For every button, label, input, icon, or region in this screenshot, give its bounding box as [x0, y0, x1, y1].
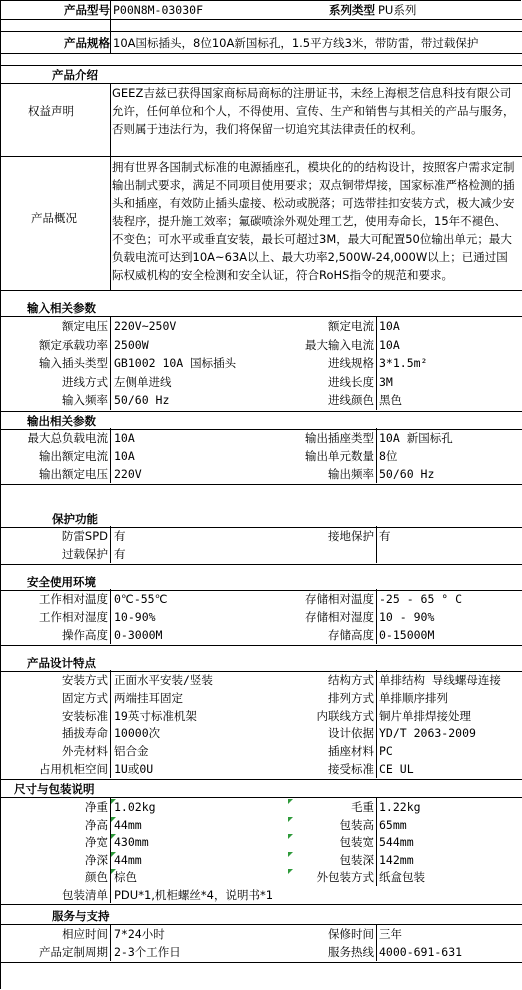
output-end-rule: [0, 484, 522, 485]
pack-value: 44mm: [114, 817, 142, 832]
service-label: 保修时间: [328, 927, 374, 941]
output-title: 输出相关参数: [27, 414, 96, 428]
env-value: 0℃-55℃: [114, 592, 168, 606]
protect-value: 有: [379, 529, 391, 543]
pack-value: 65mm: [379, 817, 407, 832]
pack-value: 棕色: [114, 870, 137, 884]
design-value: 铝合金: [114, 744, 149, 759]
service-value: 4000-691-631: [379, 945, 463, 959]
env-value: 0-15000M: [379, 628, 435, 642]
overview-text: 拥有世界各国制式标准的电源插座孔，模块化的的结构设计，按照客户需求定制输出制式要求，满足不同项目使用要求；双点铜带焊接，国家标准严格检测的插头和插座，有效防止插头虚接、松动或脱落；可选带挂扣安装方式，极大减少安装程序，提升施工效率；氟碳喷涂外观处理工艺，使用寿命长，15年不褪色、不变色；可水平或垂直安装，最长可超过3M，最大可配置50位输出单元；最大负载电流可达到10A~63A以上、最大功率2,500W-24,000W以上；已通过国际权威机构的安全检测和安全认证，符合RoHS指令的规范和要求。: [112, 160, 515, 282]
protect-label: 防雷SPD: [61, 529, 108, 543]
design-label: 插拔寿命: [62, 726, 108, 741]
output-value: 220V: [114, 467, 142, 481]
cell-note-marker: [288, 834, 293, 839]
pack-value: 纸盒包装: [379, 870, 425, 884]
cell-note-marker: [111, 869, 116, 874]
input-label: 输入频率: [62, 393, 108, 407]
design-value: 单排结构 导线螺母连接: [379, 673, 501, 687]
cell-note-marker: [111, 799, 116, 804]
series-label: 系列类型: [329, 3, 375, 17]
input-value: 黑色: [379, 393, 402, 407]
env-value: 10-90%: [114, 610, 156, 624]
design-value: YD/T 2063-2009: [379, 726, 476, 741]
service-label: 服务热线: [328, 945, 374, 959]
env-col-rule: [110, 589, 111, 644]
output-value: 8位: [379, 449, 398, 463]
rights-text: GEEZ吉兹已获得国家商标局商标的注册证书，未经上海根芝信息科技有限公司允许，任何单位和个人，不得使用、宣传、生产和销售与其相关的产品与服务，否则属于违法行为，我们将保留一切追究其法律责任的权利。: [112, 86, 515, 136]
input-value: 10A: [379, 337, 400, 352]
pack-list-value: PDU*1,机柜螺丝*4，说明书*1: [114, 887, 274, 902]
intro-title: 产品介绍: [52, 68, 98, 82]
output-value: 10A: [114, 449, 135, 463]
service-label: 产品定制周期: [39, 945, 108, 959]
env-label: 存储高度: [328, 628, 374, 642]
env-label: 存储相对温度: [305, 592, 374, 606]
input-label: 进线方式: [62, 374, 108, 389]
pack-label: 净重: [85, 800, 108, 814]
pack-value: 430mm: [114, 835, 149, 849]
output-value: 10A 新国标孔: [379, 431, 453, 445]
design-label: 占用机柜空间: [39, 762, 108, 776]
env-value: -25 - 65 ° C: [379, 592, 463, 606]
input-label: 进线长度: [328, 374, 374, 389]
cell-note-marker: [288, 817, 293, 822]
design-label: 安装方式: [62, 673, 108, 687]
design-value: 10000次: [114, 726, 161, 741]
output-label: 输出频率: [328, 467, 374, 481]
env-label: 工作相对湿度: [39, 610, 108, 624]
service-value: 7*24小时: [114, 927, 165, 941]
design-value: 单排顺序排列: [379, 690, 448, 705]
pack-value: 44mm: [114, 852, 142, 867]
service-col-rule: [110, 924, 111, 961]
env-value: 0-3000M: [114, 628, 163, 642]
input-label: 额定电流: [328, 319, 374, 333]
design-value: PC: [379, 744, 393, 759]
output-label: 最大总负载电流: [27, 431, 108, 445]
input-label: 额定电压: [62, 319, 108, 333]
protect-end-rule: [0, 564, 522, 565]
pack-value: 1.02kg: [114, 800, 156, 814]
pack-label: 净宽: [85, 835, 108, 849]
pack-label: 外包装方式: [316, 870, 374, 884]
design-value: 1U或0U: [114, 762, 154, 776]
output-col-rule: [110, 428, 111, 483]
input-value: GB1002 10A 国标插头: [114, 356, 237, 370]
rights-label: 权益声明: [28, 104, 74, 118]
design-value: 19英寸标准机架: [114, 708, 197, 723]
input-label: 额定承载功率: [39, 337, 108, 352]
input-label: 进线规格: [328, 356, 374, 370]
input-value: 左侧单进线: [114, 374, 172, 389]
design-value: CE UL: [379, 762, 414, 776]
input-label: 输入插头类型: [39, 356, 108, 370]
cell-note-marker: [288, 869, 293, 874]
env-title: 安全使用环境: [27, 575, 96, 589]
input-title: 输入相关参数: [27, 301, 96, 315]
output-value: 10A: [114, 431, 135, 445]
output-label: 输出额定电流: [39, 449, 108, 463]
service-value: 三年: [379, 927, 402, 941]
protect-title: 保护功能: [52, 512, 98, 526]
spec-value: 10A国标插头，8位10A新国标孔，1.5平方线3米，带防雷，带过载保护: [113, 36, 479, 50]
service-value: 2-3个工作日: [114, 945, 181, 959]
cell-note-marker: [111, 852, 116, 857]
design-label: 固定方式: [62, 690, 108, 705]
input-value: 2500W: [114, 337, 149, 352]
input-value: 220V~250V: [114, 319, 177, 333]
output-value: 50/60 Hz: [379, 467, 435, 481]
protect-value: 有: [114, 529, 126, 543]
design-label: 内联线方式: [316, 708, 374, 723]
service-end-rule: [0, 962, 522, 963]
input-label: 最大输入电流: [305, 337, 374, 352]
input-col-rule: [110, 316, 111, 410]
pack-label: 颜色: [85, 870, 108, 884]
pack-title: 尺寸与包装说明: [14, 782, 95, 796]
protect-col-rule: [376, 526, 377, 563]
input-value: 3*1.5m²: [379, 356, 428, 370]
model-label: 产品型号: [64, 3, 110, 17]
pack-col-rule: [110, 797, 111, 903]
design-value: 正面水平安装/竖装: [114, 673, 213, 687]
series-value: PU系列: [378, 3, 417, 17]
input-value: 3M: [379, 374, 393, 389]
cell-note-marker: [111, 834, 116, 839]
cell-note-marker: [111, 817, 116, 822]
design-label: 排列方式: [328, 690, 374, 705]
pack-value: 1.22kg: [379, 800, 421, 814]
design-value: 两端挂耳固定: [114, 690, 183, 705]
pack-label: 包装深: [339, 852, 374, 867]
design-label: 外壳材料: [62, 744, 108, 759]
spec-label: 产品规格: [64, 36, 110, 50]
design-value: 铜片单排焊接处理: [379, 708, 471, 723]
protect-col-rule: [110, 526, 111, 563]
service-col-rule: [376, 924, 377, 961]
cell-note-marker: [288, 799, 293, 804]
design-col-rule: [110, 670, 111, 778]
env-col-rule: [376, 589, 377, 644]
env-label: 工作相对温度: [39, 592, 108, 606]
cell-note-marker: [288, 852, 293, 857]
pack-label: 净高: [85, 817, 108, 832]
output-label: 输出插座类型: [305, 431, 374, 445]
pack-label: 包装宽: [339, 835, 374, 849]
pack-label: 毛重: [351, 800, 374, 814]
input-col-rule: [376, 316, 377, 410]
env-end-rule: [0, 645, 522, 646]
pack-value: 142mm: [379, 852, 414, 867]
pack-label: 净深: [85, 852, 108, 867]
pack-value: 544mm: [379, 835, 414, 849]
design-label: 结构方式: [328, 673, 374, 687]
input-label: 进线颜色: [328, 393, 374, 407]
output-label: 输出单元数量: [305, 449, 374, 463]
design-title: 产品设计特点: [27, 656, 96, 670]
design-label: 插座材料: [328, 744, 374, 759]
design-label: 安装标准: [62, 708, 108, 723]
protect-label: 过载保护: [62, 547, 108, 561]
input-value: 50/60 Hz: [114, 393, 170, 407]
output-label: 输出额定电压: [39, 467, 108, 481]
service-title: 服务与支持: [52, 909, 110, 923]
input-value: 10A: [379, 319, 400, 333]
env-label: 操作高度: [62, 628, 108, 642]
output-col-rule: [376, 428, 377, 483]
model-value: P00N8M-03030F: [113, 3, 204, 17]
overview-label: 产品概况: [31, 211, 77, 225]
pack-col-rule: [376, 797, 377, 886]
design-label: 设计依据: [328, 726, 374, 741]
design-label: 接受标准: [328, 762, 374, 776]
pack-list-label: 包装清单: [62, 887, 108, 902]
service-label: 相应时间: [62, 927, 108, 941]
protect-label: 接地保护: [328, 529, 374, 543]
env-label: 存储相对湿度: [305, 610, 374, 624]
protect-value: 有: [114, 547, 126, 561]
pack-end-rule: [0, 904, 522, 905]
design-col-rule: [376, 670, 377, 778]
env-value: 10 - 90%: [379, 610, 435, 624]
pack-label: 包装高: [339, 817, 374, 832]
